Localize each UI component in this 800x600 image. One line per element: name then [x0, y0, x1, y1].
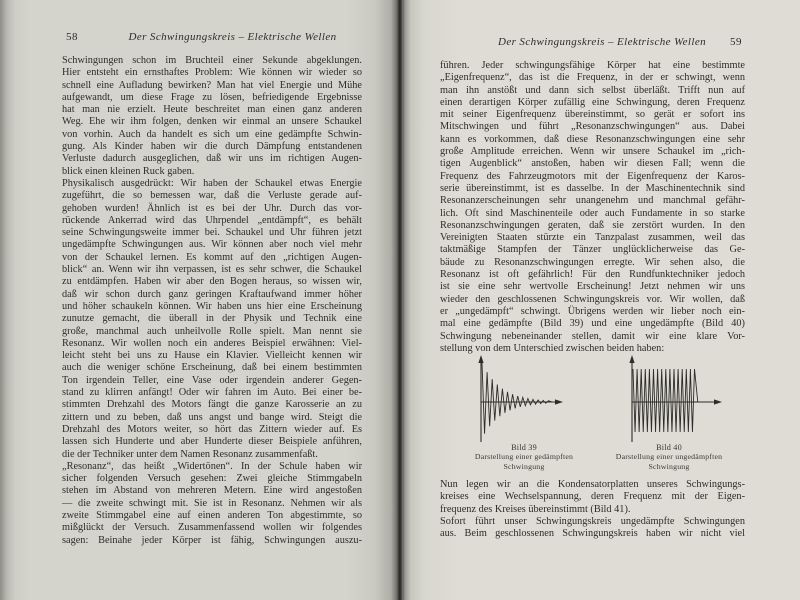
text-line: blick“ an. Wenn wir ihn verpassen, ist es sehr schwer, die Schaukel — [62, 264, 362, 276]
text-line: einen derartigen Körper zufällig eine Schwingung, deren Frequenz — [440, 96, 745, 108]
text-line: sagen: Beinahe jeder Körper ist fähig, Schwingungen auszu- — [62, 534, 362, 546]
text-line: zu entdämpfen. Haben wir aber den Bogen heraus, so wissen wir, — [62, 276, 362, 288]
text-line: taktmäßige Stampfen der Tänzer unglücklicherweise das Ge- — [440, 244, 745, 256]
text-line: kreises eine Wechselspannung, deren Frequenz mit der Eigen- — [440, 491, 745, 503]
text-line: schnell eine Aufladung bewirken? Man hat viel Energie und Mühe — [62, 79, 362, 91]
text-line: aufgewandt, um diese Frage zu lösen, befriedigende Ergebnisse — [62, 91, 362, 103]
text-line: zweite Stimmgabel eine auf einen anderen Ton abgestimmte, so — [62, 509, 362, 521]
text-line: — die zweite schwingt mit. Sie ist in Resonanz. Nehmen wir als — [62, 497, 362, 509]
text-line: frequenz des Kreises übereinstimmt (Bild 41). — [440, 503, 631, 515]
text-line: Verluste dadurch ausgeglichen, daß wir uns im richtigen Augen- — [62, 153, 362, 165]
text-line: von der Schaukel lernen. Es kommt auf den „richtigen Augen- — [62, 251, 362, 263]
text-line: ungedämpfte Schwingungen aus. Wir können aber noch viel mehr — [62, 239, 362, 251]
text-line: stimmten Drehzahl des Motors fängt die ganze Karosserie an zu — [62, 399, 362, 411]
text-line: hat man nie erzielt. Heute beschreitet man einen ganz anderen — [62, 104, 362, 116]
text-line: Vereinigten Staaten stürzte ein Tanzpalast zusammen, weil das — [440, 232, 745, 244]
text-line: er „ungedämpft“ schwingt. Übrigens werden wir lieber noch ein- — [440, 305, 745, 317]
text-line: und höher schaukeln können. Wir haben uns hier eine Erscheinung — [62, 300, 362, 312]
text-line: Schwingungen schon im Bruchteil einer Sekunde abgeklungen. — [62, 55, 362, 66]
page-number-right: 59 — [730, 36, 742, 48]
undamped-waveform — [633, 369, 698, 432]
text-line: auch die weniger schöne Erscheinung, daß bei einem bestimmten — [62, 362, 362, 374]
figure-label: Bild 40 — [656, 443, 682, 452]
figure-caption-bild-40 — [602, 443, 736, 471]
damped-oscillation-figure — [464, 350, 568, 448]
text-line: Ton irgendein Teller, eine Vase oder irgendein anderer Gegen- — [62, 374, 362, 386]
text-line: aus. Beim geschlossenen Schwingungskreis haben wir nicht viel — [440, 528, 745, 540]
text-line: Hier entsteht ein ernsthaftes Problem: Wie können wir wieder so — [62, 67, 362, 79]
figure-caption-line: Darstellung einer gedämpften — [474, 452, 574, 462]
right-page-text-column-upper — [440, 60, 745, 355]
text-line: serie übereinstimmt, ist es dasselbe. In der Maschinentechnik sind — [440, 182, 745, 194]
text-line: stand zu klirren anfängt! Oder wir fahren im Auto. Bei einer be- — [62, 387, 362, 399]
damped-up-arrow-icon — [478, 355, 483, 363]
text-line: bäude zu Resonanzschwingungen erregte. Wir sehen also, die — [440, 256, 745, 268]
damped-right-arrow-icon — [555, 399, 563, 404]
text-line: leicht steht bei uns zu Hause ein Klavier. Vielleicht kennen wir — [62, 350, 362, 362]
text-line: Resonanzerscheinungen sehr unangenehm und manchmal gefähr- — [440, 195, 745, 207]
text-line: zittern und zu beben, daß uns angst und bange wird. Steigt die — [62, 411, 362, 423]
text-line: führen. Jeder schwingungsfähige Körper hat eine bestimmte — [440, 60, 745, 71]
text-line: „Resonanz“, das heißt „Widertönen“. In der Schule haben wir — [62, 460, 362, 472]
text-line: Physikalisch ausgedrückt: Wir haben der Schaukel etwas Energie — [62, 177, 362, 189]
text-line: lassen sich Hunderte und aber Hunderte dieser Beispiele anführen, — [62, 436, 362, 448]
text-line: gehoben wurden! Ähnlich ist es bei der Uhr. Durch das vor- — [62, 202, 362, 214]
text-line: seine Schwingungsweite immer bei. Schaukel und Uhr führen jetzt — [62, 227, 362, 239]
text-line: Drehzahl des Motors weiter, so hört das Zittern wieder auf. Es — [62, 423, 362, 435]
text-line: lich. Oft sind Maschinenteile oder auch Fundamente in so starke — [440, 207, 745, 219]
running-title-left: Der Schwingungskreis – Elektrische Wellen — [128, 31, 337, 43]
text-line: Resonanzschwingungen geraten, daß sie zerstört wurden. In den — [440, 219, 745, 231]
text-line: ist sie eine sehr wertvolle Erscheinung! Jetzt nehmen wir uns — [440, 281, 745, 293]
text-line: Frequenz des Fahrzeugmotors mit der Eigenfrequenz der Karos- — [440, 170, 745, 182]
text-line: große Amplitude erreichen. Wenn wir unsere Schaukel im „rich- — [440, 146, 745, 158]
text-line: Weg. Ehe wir ihm folgen, denken wir einmal an unsere Schaukel — [62, 116, 362, 128]
running-title-right: Der Schwingungskreis – Elektrische Wellen — [497, 36, 707, 48]
figure-caption-line: Schwingung — [503, 461, 545, 471]
book-gutter — [397, 0, 403, 600]
text-line: mal eine gedämpfte (Bild 39) und eine ungedämpfte (Bild 40) — [440, 318, 745, 330]
text-line: Sofort führt unser Schwingungskreis ungedämpfte Schwingungen — [440, 515, 745, 527]
figure-caption-line: Schwingung — [648, 461, 690, 471]
text-line: Resonanz. Wir wollen noch ein anderes Beispiel erwähnen: Viel- — [62, 337, 362, 349]
text-line: Mitschwingen und führt „Resonanzschwingungen“ aus. Dabei — [440, 121, 745, 133]
left-page-text-column — [62, 55, 362, 547]
text-line: Resonanz ist oft gefährlich! Für den Rundfunktechniker jedoch — [440, 269, 745, 281]
page-right — [400, 0, 800, 600]
figure-label: Bild 39 — [511, 443, 537, 452]
text-line: von vorhin. Auch da handelt es sich um eine gedämpfte Schwin- — [62, 128, 362, 140]
undamped-up-arrow-icon — [629, 355, 634, 363]
text-line: gung. Als Kinder haben wir die durch Dämpfung entstandenen — [62, 141, 362, 153]
text-line: daß wir schon durch ganz geringen Kraftaufwand immer höher — [62, 288, 362, 300]
text-line: mit seiner Eigenfrequenz übereinstimmt, so gerät er sofort ins — [440, 109, 745, 121]
text-line: große, manchmal auch unheilvolle Rolle spielt. Man nennt sie — [62, 325, 362, 337]
text-line: mißglückt der Versuch. Zusammenfassend wollen wir folgendes — [62, 522, 362, 534]
text-line: kann es vorkommen, daß diese Resonanzschwingungen eine sehr — [440, 133, 745, 145]
undamped-right-arrow-icon — [714, 399, 722, 404]
text-line: blick einen kleinen Ruck gaben. — [62, 165, 195, 177]
damped-waveform — [482, 363, 552, 434]
text-line: tigen Augenblick“ anstoßen, haben wir diesen Fall; wenn die — [440, 158, 745, 170]
text-line: „Eigenfrequenz“, das ist die Frequenz, in der er schwingt, wenn — [440, 72, 745, 84]
undamped-oscillation-figure — [614, 350, 726, 448]
figure-caption-line: Darstellung einer ungedämpften — [615, 452, 723, 462]
text-line: Nun legen wir an die Kondensatorplatten unseres Schwingungs- — [440, 479, 745, 490]
figure-caption-bild-39 — [462, 443, 586, 471]
page-number-left: 58 — [66, 31, 78, 43]
text-line: die der Techniker unter dem Namen Resonanz zusammenfaßt. — [62, 448, 318, 460]
text-line: stehen im Abstand von mehreren Metern. Eine wird angestoßen — [62, 485, 362, 497]
text-line: man ihn anstößt und dann sich selbst überläßt. Trifft nun auf — [440, 84, 745, 96]
text-line: wieder den geschlossenen Schwingungskreis vor. Wir wollen, daß — [440, 293, 745, 305]
text-line: stellung von dem Unterschied zwischen beiden haben: — [440, 342, 665, 354]
text-line: Schwingung nebeneinander stellen, damit wir eine klare Vor- — [440, 330, 745, 342]
right-page-text-column-lower — [440, 479, 745, 540]
text-line: rückende Ankerrad wird das Uhrpendel „entdämpft“, es behält — [62, 214, 362, 226]
text-line: sicher folgenden Versuch gesehen: Zwei gleiche Stimmgabeln — [62, 473, 362, 485]
text-line: zunutze gemacht, die überall in der Physik und Technik eine — [62, 313, 362, 325]
text-line: zugeführt, die so bemessen war, daß die Verluste gerade auf- — [62, 190, 362, 202]
